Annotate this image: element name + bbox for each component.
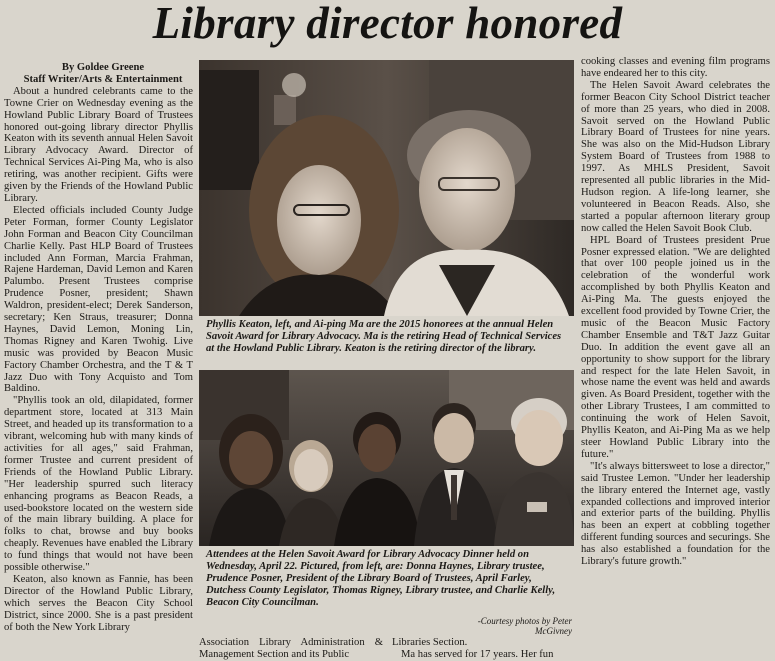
paragraph: Libraries Section.	[392, 637, 468, 648]
photo-caption-honorees: Phyllis Keaton, left, and Ai-ping Ma are the 2015 honorees at the annual Helen Savoit Award for Library Advocacy. Ma is the retiring Head of Technical Services at the Howland Public Library. Keaton is the retiring director of the library.	[206, 319, 562, 354]
photo-credit: -Courtesy photos by Peter McGivney	[477, 616, 572, 636]
byline-author: By Goldee Greene	[61, 62, 145, 73]
photo-attendees-image	[199, 370, 574, 546]
photo-honorees-image	[199, 60, 574, 316]
article-continuation-b	[392, 637, 574, 661]
photo-caption-attendees: Attendees at the Helen Savoit Award for Library Advocacy Dinner held on Wednesday, April 22. Pictured, from left, are: Donna Haynes, Library trustee, Prudence Posner, President of the Library Board of Trustees, April Farley, Dutchess County Legislator, Thomas Rigney, Library trustee, and Charlie Kelly, Beacon City Councilman.	[206, 549, 556, 608]
paragraph: About a hundred celebrants came to the Towne Crier on Wednesday evening as the Howland Public Library Board of Trustees honored out-going library director Phyllis Keaton with its seventh annual Helen Savoit Library Advocacy Award. Director of Technical Services Ai-Ping Ma, who is also retiring, was another recipient. Gifts were given by the Friends of the Howland Public Library.	[4, 85, 193, 204]
paragraph: HPL Board of Trustees president Prue Posner expressed elation. "We are delighted that over 100 people joined us in the celebration of the wonderful work accomplished by both Phyllis Keaton and Ai-Ping Ma. The guests enjoyed the excellent food provided by Towne Crier, the music of the Beacon Music Factory Chamber Ensemble and T&T Jazz Guitar Duo. In addition the event gave all an opportunity to show support for the library and respect for the late Helen Savoit, in whose name the event was held and awards given. As Board President, together with the other Library Trustees, I am committed to continuing the work of Helen Savoit, Phyllis Keaton, and Ai-Ping Ma as we help steer Howland Public Library into the future."	[581, 234, 770, 460]
photo-honorees	[199, 60, 574, 316]
byline-role: Staff Writer/Arts & Entertainment	[23, 73, 183, 85]
paragraph: Elected officials included County Judge Peter Forman, former County Legislator John Forman and Beacon City Councilman Charlie Kelly. Past HLP Board of Trustees included Ann Forman, Marcia Frahman, Rajene Hardeman, David Lemon and Karen Palumbo. Present Trustees comprise Prudence Posner, president; Shawn Waldron, president-elect; Derek Sanderson, secretary; Ken Straus, treasurer; Donna Haynes, David Lemon, Moning Lin, Thomas Rigney and Karen Twohig. Live music was provided by Beacon Music Factory Chamber Orchestra, and the T & T Jazz Duo with Tony Acquisto and Tom Baldino.	[4, 204, 193, 395]
paragraph: The Helen Savoit Award celebrates the former Beacon City School District teacher of more than 25 years, who died in 2008. Savoit served on the Howland Public Library Board of Trustees for nine years. She was also on the Mid-Hudson Library System Board of Trustees from 1988 to 1997. As MHLS President, Savoit represented all public libraries in the Mid-Hudson region. A life-long learner, she volunteered in Beacon Reads. Also, she started a popular afternoon literary group now called the Helen Savoit Book Club.	[581, 79, 770, 234]
headline: Library director honored	[152, 0, 623, 48]
article-column-3	[581, 56, 770, 568]
paragraph: Keaton, also known as Fannie, has been Director of the Howland Public Library, which serves the Beacon City School District, since 2000. She is a past president of both the New York Library	[4, 573, 193, 633]
article-column-1	[4, 62, 193, 634]
article-continuation-a: Association Library Administration & Management Section and its Public	[199, 637, 383, 660]
paragraph: "Phyllis took an old, dilapidated, former department store, located at 313 Main Street, and headed up its transformation to a vibrant, welcoming hub with many kinds of activities for all ages," said Frahman, former Trustee and current president of Friends of the Howland Public Library. "Her leadership spurred such literacy enhancing programs as Beacon Reads, a used-bookstore located on the western side of the main library building. A place for folks to chat, browse and buy books cheaply. Revenues have enabled the Library to fund things that would not have been possible otherwise."	[4, 395, 193, 574]
photo-attendees	[199, 370, 574, 546]
paragraph: Ma has served for 17 years. Her fun	[401, 648, 554, 660]
paragraph: cooking classes and evening film programs have endeared her to this city.	[581, 56, 770, 79]
paragraph: "It's always bittersweet to lose a director," said Trustee Lemon. "Under her leadership the library entered the Internet age, vastly expanded collections and improved interior and exterior parts of the building. Phyllis has been an expert at cobbling together different funding sources and securings. She has also established a foundation for the Library's future growth."	[581, 460, 770, 568]
